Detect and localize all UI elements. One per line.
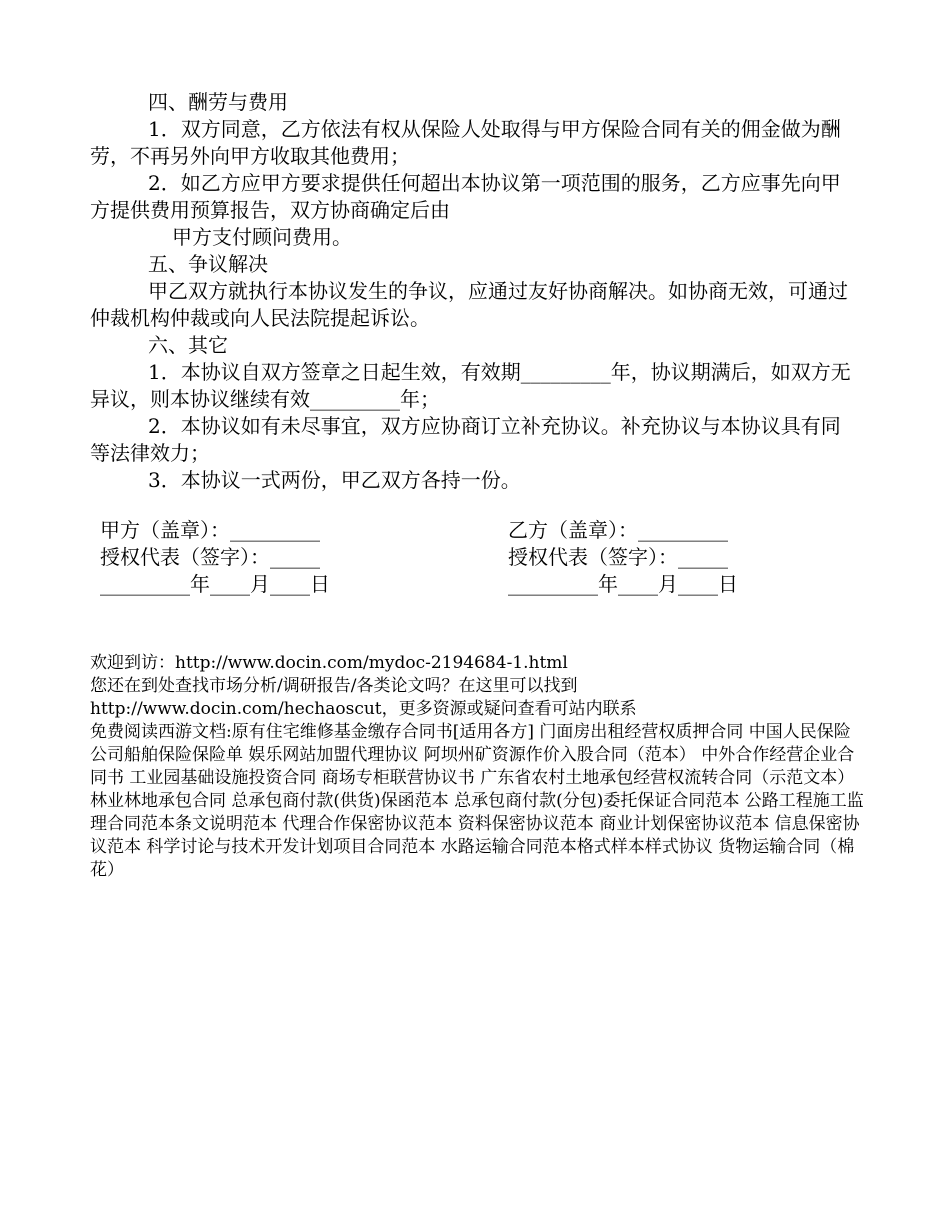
docin-footer: [90, 652, 865, 882]
party-b-signature-block: [508, 517, 738, 598]
party-a-seal-line: 甲方（盖章）：_________: [100, 518, 320, 542]
party-a-rep-line: 授权代表（签字）：_____: [100, 545, 320, 569]
visit-link-line: 欢迎到访：http://www.docin.com/mydoc-2194684-1.html: [90, 653, 568, 673]
clause-continuation: 甲方支付顾问费用。: [172, 225, 352, 249]
section-heading-remuneration: 四、酬劳与费用: [148, 90, 288, 114]
contract-body: [90, 89, 860, 494]
clause-paragraph: 2．如乙方应甲方要求提供任何超出本协议第一项范围的服务，乙方应事先向甲方提供费用预算报告，双方协商确定后由: [90, 171, 841, 222]
party-a-signature-block: [100, 517, 330, 598]
party-b-date-line: _________年____月____日: [508, 572, 738, 596]
party-a-date-line: _________年____月____日: [100, 572, 330, 596]
party-b-seal-line: 乙方（盖章）：_________: [508, 518, 728, 542]
related-docs-list: 免费阅读西游文档:原有住宅维修基金缴存合同书[适用各方] 门面房出租经营权质押合同 中国人民保险公司船舶保险保险单 娱乐网站加盟代理协议 阿坝州矿资源作价入股合同（范本） 中外合作经营企业合同书 工业园基础设施投资合同 商场专柜联营协议书 广东省农村土地承包经营权流转合同（示范文本） 林业林地承包合同 总承包商付款(供货)保函范本 总承包商付款(分包)委托保证合同范本 公路工程施工监理合同范本条文说明范本 代理合作保密协议范本 资料保密协议范本 商业计划保密协议范本 信息保密协议范本 科学讨论与技术开发计划项目合同范本 水路运输合同范本格式样本样式协议 货物运输合同（棉花）: [90, 722, 864, 880]
section-heading-dispute: 五、争议解决: [148, 252, 268, 276]
clause-paragraph: 2．本协议如有未尽事宜，双方应协商订立补充协议。补充协议与本协议具有同等法律效力；: [90, 414, 841, 465]
clause-paragraph: 1．双方同意，乙方依法有权从保险人处取得与甲方保险合同有关的佣金做为酬劳，不再另外向甲方收取其他费用；: [90, 117, 841, 168]
promo-line: 您还在到处查找市场分析/调研报告/各类论文吗？在这里可以找到 http://www.docin.com/hechaoscut，更多资源或疑问查看可站内联系: [90, 676, 637, 719]
clause-paragraph: 甲乙双方就执行本协议发生的争议，应通过友好协商解决。如协商无效，可通过仲裁机构仲裁或向人民法院提起诉讼。: [90, 279, 848, 330]
party-b-rep-line: 授权代表（签字）：_____: [508, 545, 728, 569]
section-heading-other: 六、其它: [148, 333, 228, 357]
clause-paragraph: 3．本协议一式两份，甲乙双方各持一份。: [148, 468, 521, 492]
clause-paragraph: 1．本协议自双方签章之日起生效，有效期_________年，协议期满后，如双方无异议，则本协议继续有效_________年；: [90, 360, 851, 411]
